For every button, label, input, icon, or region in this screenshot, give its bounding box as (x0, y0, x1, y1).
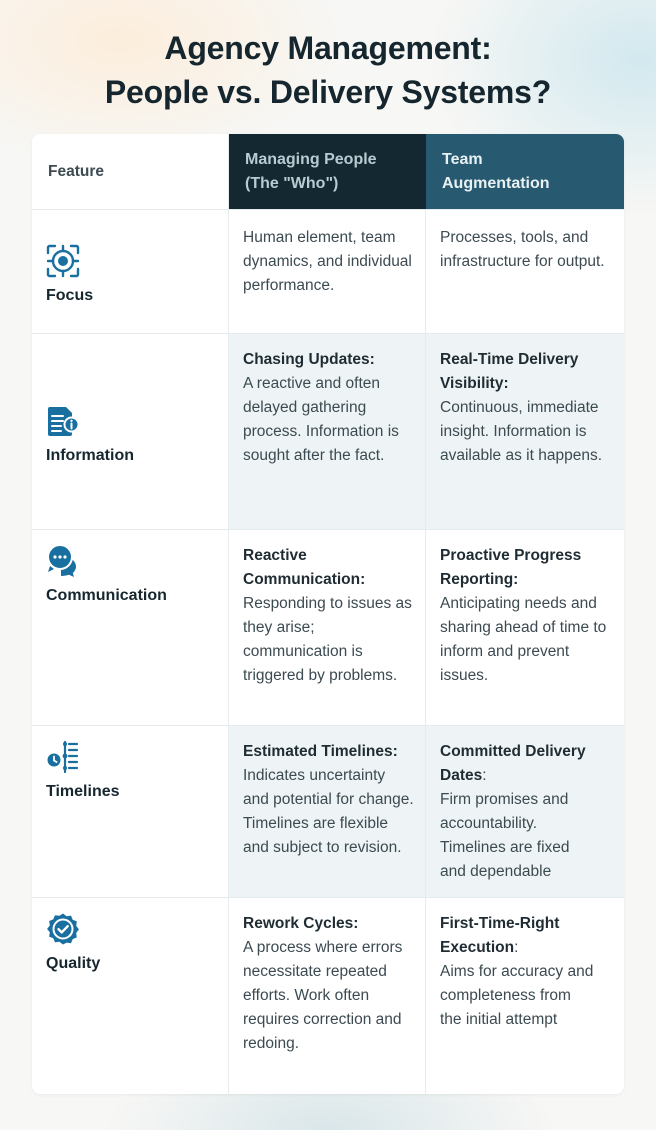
people-title: Reactive Communication: (243, 547, 366, 588)
header-people-cell (229, 134, 426, 209)
title-line-2: People vs. Delivery Systems? (104, 74, 552, 110)
table-header-row (32, 134, 624, 209)
people-cell (229, 898, 426, 1094)
document-info-icon (46, 404, 80, 438)
page-title (0, 26, 656, 114)
team-text: Firm promises and accountability. Timelines are fixed and dependable (440, 791, 570, 880)
feature-label: Focus (46, 287, 94, 304)
team-text: Anticipating needs and sharing ahead of time to inform and prevent issues. (440, 595, 607, 684)
team-title: Proactive Progress Reporting: (440, 547, 582, 588)
people-title: Estimated Timelines: (243, 743, 398, 760)
people-cell (229, 210, 426, 333)
people-text: A reactive and often delayed gathering process. Information is sought after the fact. (243, 375, 399, 464)
title-line-1: Agency Management: (164, 30, 492, 66)
header-managing-people: Managing People (The "Who") (245, 151, 377, 192)
table-row-focus (32, 209, 624, 333)
people-text: A process where errors necessitate repeated efforts. Work often requires correction and redoing. (243, 939, 403, 1052)
comparison-table (32, 134, 624, 1094)
people-cell (229, 530, 426, 725)
feature-label: Communication (46, 587, 167, 604)
header-feature-cell (32, 134, 229, 209)
header-team-augmentation: Team Augmentation (442, 151, 550, 192)
team-text: Processes, tools, and infrastructure for output. (440, 229, 605, 270)
people-text: Human element, team dynamics, and individual performance. (243, 229, 412, 294)
feature-cell (32, 726, 229, 897)
team-cell (426, 898, 624, 1094)
badge-check-icon (46, 912, 80, 946)
team-cell (426, 726, 624, 897)
feature-label: Information (46, 447, 134, 464)
people-cell (229, 334, 426, 529)
people-cell (229, 726, 426, 897)
chat-bubbles-icon (46, 544, 80, 578)
team-title-separator: : (514, 939, 519, 956)
timeline-icon (46, 740, 80, 774)
people-title: Rework Cycles: (243, 915, 359, 932)
people-title: Chasing Updates: (243, 351, 375, 368)
feature-cell (32, 530, 229, 725)
team-cell (426, 210, 624, 333)
team-text: Continuous, immediate insight. Information is available as it happens. (440, 399, 603, 464)
feature-cell (32, 898, 229, 1094)
feature-label: Quality (46, 955, 101, 972)
team-cell (426, 530, 624, 725)
header-team-cell (426, 134, 624, 209)
table-row-communication (32, 529, 624, 725)
table-row-timelines (32, 725, 624, 897)
feature-cell (32, 210, 229, 333)
feature-label: Timelines (46, 783, 120, 800)
people-text: Responding to issues as they arise; communication is triggered by problems. (243, 595, 412, 684)
team-text: Aims for accuracy and completeness from the initial attempt (440, 963, 594, 1028)
team-title: Real-Time Delivery Visibility: (440, 351, 579, 392)
header-feature: Feature (48, 163, 104, 180)
target-icon (46, 244, 80, 278)
team-title: First-Time-Right Execution (440, 915, 560, 956)
table-row-quality (32, 897, 624, 1094)
feature-cell (32, 334, 229, 529)
people-text: Indicates uncertainty and potential for change. Timelines are flexible and subject to revision. (243, 767, 414, 856)
team-title: Committed Delivery Dates (440, 743, 586, 784)
table-row-information (32, 333, 624, 529)
team-cell (426, 334, 624, 529)
team-title-separator: : (482, 767, 487, 784)
